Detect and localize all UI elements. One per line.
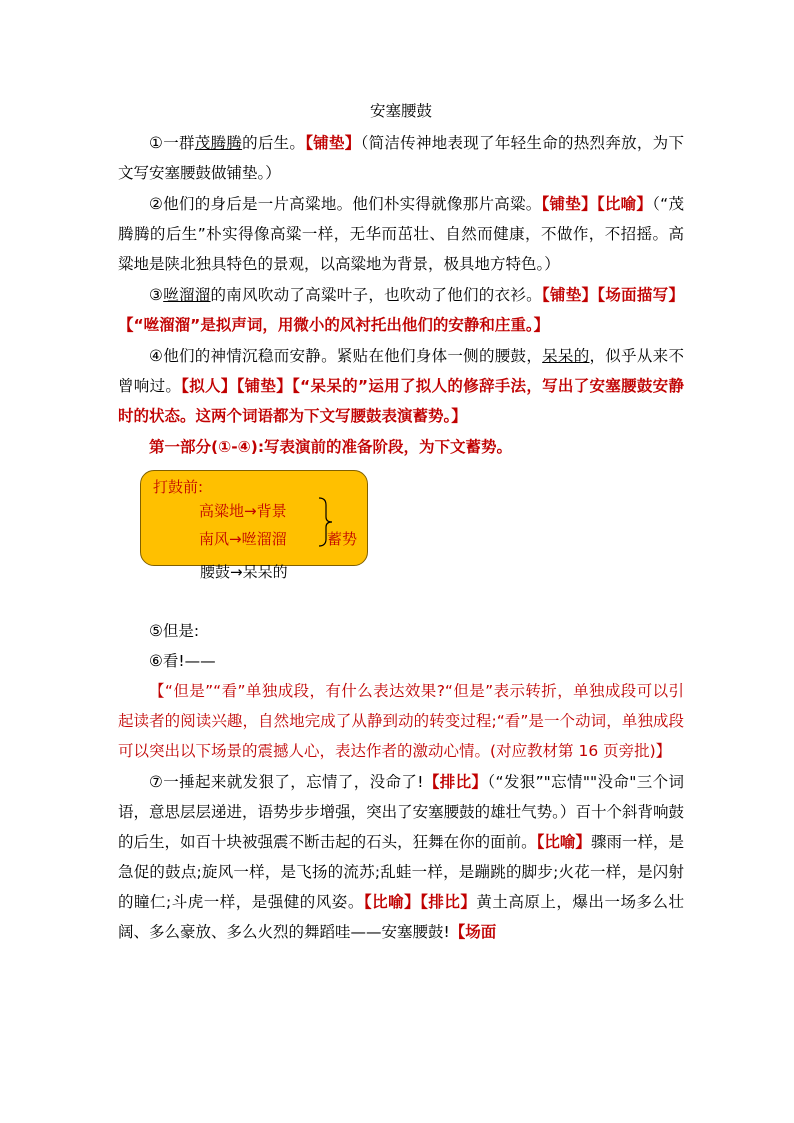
paragraph-4 xyxy=(118,341,684,431)
part-summary: 第一部分(①-④):写表演前的准备阶段，为下文蓄势。 xyxy=(149,438,513,456)
paragraph-5: ⑤但是: xyxy=(149,622,200,640)
annotation-tag: 【铺垫】 xyxy=(541,195,597,213)
annotation-tag: 【比喻】 xyxy=(536,833,591,851)
para-text: 一捶起来就发狠了，忘情了，没命了! xyxy=(163,773,424,791)
underlined-word: 呆呆的 xyxy=(542,347,590,365)
para-text: 他们的身后是一片高粱地。他们朴实得就像那片高粱。 xyxy=(163,195,542,213)
para-text: 的后生。 xyxy=(242,134,306,152)
diagram-item-3: 腰鼓→呆呆的 xyxy=(200,563,288,581)
annotation-note: 【“咝溜溜”是拟声词，用微小的风衬托出他们的安静和庄重。】 xyxy=(118,316,550,334)
annotation-tag: 【排比】 xyxy=(420,893,477,911)
page-title: 安塞腰鼓 xyxy=(369,102,432,120)
annotation-tag: 【排比】 xyxy=(423,773,488,791)
paragraph-3 xyxy=(118,280,684,340)
annotation-tag: 【铺垫】 xyxy=(541,286,598,304)
annotation-note: （“茂腾腾的后生”朴实得像高粱一样，无华而茁壮、自然而健康，不做作，不招摇。高粱地是陕北独具特色的景观，以高粱地为背景，极具地方特色。） xyxy=(118,195,684,273)
paragraph-7 xyxy=(118,767,684,947)
document-page xyxy=(118,96,684,948)
para-number: ① xyxy=(149,134,164,152)
annotation-tag: 【场面描写】 xyxy=(597,286,684,304)
para-number: ④ xyxy=(149,347,164,365)
para-text: 一群 xyxy=(163,134,195,152)
para-text: 他们的神情沉稳而安静。紧贴在他们身体一侧的腰鼓， xyxy=(163,347,543,365)
annotation-note: 【“呆呆的”运用了拟人的修辞手法，写出了安塞腰鼓安静时的状态。这两个词语都为下文写腰鼓表演蓄势。】 xyxy=(118,377,684,425)
structure-diagram xyxy=(118,462,684,590)
para-number: ⑦ xyxy=(149,773,164,791)
annotation-tag: 【比喻】 xyxy=(363,893,421,911)
annotation-tag: 【铺垫】 xyxy=(236,377,293,395)
annotation-note-5-6: 【“但是”“看”单独成段，有什么表达效果?“但是”表示转折，单独成段可以引起读者的阅读兴趣，自然地完成了从静到动的转变过程;“看”是一个动词，单独成段可以突出以下场景的震撼人心，表达作者的激动心情。(对应教材第 16 页旁批)】 xyxy=(118,682,684,760)
para-text: 骤雨一样，是急促的鼓点;旋风一样，是飞扬的流苏;乱蛙一样，是蹦跳的脚步;火花一样，是闪射的瞳仁;斗虎一样，是强健的风姿。 xyxy=(118,833,684,911)
diagram-item-2: 南风→咝溜溜 xyxy=(199,530,287,548)
diagram-heading: 打鼓前: xyxy=(153,478,204,496)
para-number: ③ xyxy=(149,286,164,304)
underlined-word: 茂腾腾 xyxy=(194,134,243,152)
para-number: ② xyxy=(149,195,164,213)
paragraph-6: ⑥看!—— xyxy=(149,652,216,670)
para-text: 黄土高原上，爆出一场多么壮阔、多么豪放、多么火烈的舞蹈哇——安塞腰鼓! xyxy=(118,893,684,941)
annotation-tag: 【场面 xyxy=(449,923,497,941)
diagram-side-label: 蓄势 xyxy=(327,530,358,548)
annotation-note: （简洁传神地表现了年轻生命的热烈奔放，为下文写安塞腰鼓做铺垫。） xyxy=(118,134,684,182)
annotation-tag: 【拟人】 xyxy=(181,377,237,395)
diagram-box xyxy=(140,470,368,566)
underlined-word: 咝溜溜 xyxy=(163,286,211,304)
para-text: 百十个斜背响鼓的后生，如百十块被强震不断击起的石头，狂舞在你的面前。 xyxy=(118,803,684,851)
para-text: ，似乎从来不曾响过。 xyxy=(118,347,684,395)
para-text: 的南风吹动了高粱叶子，也吹动了他们的衣衫。 xyxy=(210,286,542,304)
paragraph-1 xyxy=(118,128,684,188)
diagram-item-1: 高粱地→背景 xyxy=(199,502,287,520)
paragraph-2 xyxy=(118,189,684,279)
annotation-tag: 【比喻】 xyxy=(596,195,653,213)
annotation-tag: 【铺垫】 xyxy=(305,134,361,152)
annotation-note: （“发狠”"忘情""没命"三个词语，意思层层递进，语势步步增强，突出了安塞腰鼓的雄壮气势。） xyxy=(118,773,684,821)
